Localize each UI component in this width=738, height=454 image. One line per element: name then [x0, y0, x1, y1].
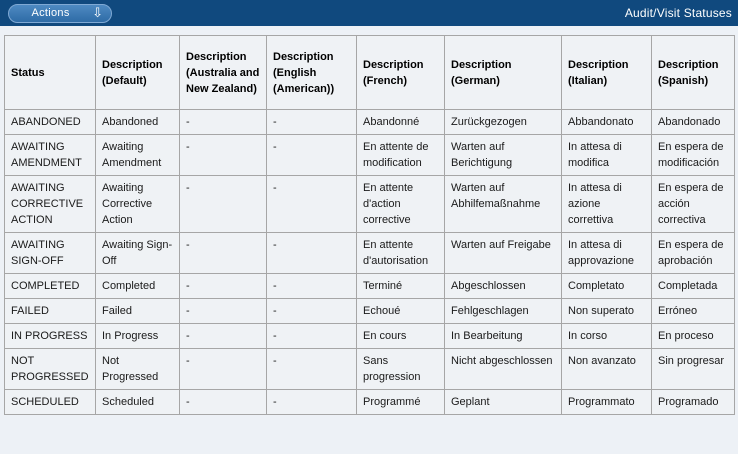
- column-header: Description (Default): [96, 36, 180, 110]
- statuses-table: [4, 35, 735, 415]
- description-cell: Nicht abgeschlossen: [445, 349, 562, 390]
- table-row: [5, 390, 735, 415]
- description-cell: Programado: [652, 390, 735, 415]
- actions-button[interactable]: [8, 4, 112, 23]
- table-row: [5, 299, 735, 324]
- table-body: [5, 110, 735, 415]
- table-row: [5, 233, 735, 274]
- description-cell: -: [180, 324, 267, 349]
- table-row: [5, 176, 735, 233]
- column-header: Description (Italian): [562, 36, 652, 110]
- top-toolbar: [0, 0, 738, 26]
- description-cell: Echoué: [357, 299, 445, 324]
- description-cell: Awaiting Corrective Action: [96, 176, 180, 233]
- description-cell: -: [267, 324, 357, 349]
- table-header: [5, 36, 735, 110]
- status-cell: AWAITING CORRECTIVE ACTION: [5, 176, 96, 233]
- description-cell: En attente d'action corrective: [357, 176, 445, 233]
- description-cell: Abandonado: [652, 110, 735, 135]
- description-cell: -: [267, 299, 357, 324]
- status-cell: COMPLETED: [5, 274, 96, 299]
- description-cell: Programmato: [562, 390, 652, 415]
- column-header: Description (French): [357, 36, 445, 110]
- description-cell: En cours: [357, 324, 445, 349]
- description-cell: Sans progression: [357, 349, 445, 390]
- description-cell: Failed: [96, 299, 180, 324]
- status-cell: IN PROGRESS: [5, 324, 96, 349]
- description-cell: En attente d'autorisation: [357, 233, 445, 274]
- status-cell: ABANDONED: [5, 110, 96, 135]
- actions-button-label: Actions: [31, 7, 70, 19]
- column-header: Description (Australia and New Zealand): [180, 36, 267, 110]
- description-cell: -: [267, 390, 357, 415]
- description-cell: Abgeschlossen: [445, 274, 562, 299]
- description-cell: Warten auf Freigabe: [445, 233, 562, 274]
- description-cell: En proceso: [652, 324, 735, 349]
- description-cell: In corso: [562, 324, 652, 349]
- description-cell: -: [180, 135, 267, 176]
- description-cell: Awaiting Sign-Off: [96, 233, 180, 274]
- description-cell: Abbandonato: [562, 110, 652, 135]
- description-cell: Completato: [562, 274, 652, 299]
- table-row: [5, 349, 735, 390]
- description-cell: Geplant: [445, 390, 562, 415]
- description-cell: Awaiting Amendment: [96, 135, 180, 176]
- description-cell: En espera de modificación: [652, 135, 735, 176]
- description-cell: En attente de modification: [357, 135, 445, 176]
- statuses-table-container: [0, 26, 738, 415]
- description-cell: Erróneo: [652, 299, 735, 324]
- status-cell: AWAITING AMENDMENT: [5, 135, 96, 176]
- dropdown-arrow-icon: ⇩: [92, 5, 103, 21]
- status-cell: AWAITING SIGN-OFF: [5, 233, 96, 274]
- table-row: [5, 274, 735, 299]
- table-row: [5, 135, 735, 176]
- status-cell: NOT PROGRESSED: [5, 349, 96, 390]
- column-header: Description (English (American)): [267, 36, 357, 110]
- table-row: [5, 110, 735, 135]
- description-cell: -: [180, 176, 267, 233]
- description-cell: Scheduled: [96, 390, 180, 415]
- column-header: Description (German): [445, 36, 562, 110]
- description-cell: -: [267, 349, 357, 390]
- description-cell: Zurückgezogen: [445, 110, 562, 135]
- column-header: Status: [5, 36, 96, 110]
- status-cell: FAILED: [5, 299, 96, 324]
- description-cell: Terminé: [357, 274, 445, 299]
- description-cell: -: [180, 233, 267, 274]
- table-header-row: [5, 36, 735, 110]
- description-cell: En espera de aprobación: [652, 233, 735, 274]
- description-cell: Completed: [96, 274, 180, 299]
- description-cell: -: [267, 135, 357, 176]
- description-cell: Non avanzato: [562, 349, 652, 390]
- description-cell: -: [267, 233, 357, 274]
- description-cell: Fehlgeschlagen: [445, 299, 562, 324]
- status-cell: SCHEDULED: [5, 390, 96, 415]
- description-cell: Non superato: [562, 299, 652, 324]
- description-cell: In attesa di modifica: [562, 135, 652, 176]
- table-row: [5, 324, 735, 349]
- description-cell: -: [180, 110, 267, 135]
- description-cell: In Bearbeitung: [445, 324, 562, 349]
- description-cell: In attesa di azione correttiva: [562, 176, 652, 233]
- description-cell: -: [267, 110, 357, 135]
- description-cell: -: [180, 274, 267, 299]
- description-cell: Sin progresar: [652, 349, 735, 390]
- description-cell: Abandoned: [96, 110, 180, 135]
- description-cell: -: [180, 349, 267, 390]
- description-cell: Abandonné: [357, 110, 445, 135]
- description-cell: Warten auf Berichtigung: [445, 135, 562, 176]
- description-cell: Not Progressed: [96, 349, 180, 390]
- description-cell: -: [180, 299, 267, 324]
- description-cell: En espera de acción correctiva: [652, 176, 735, 233]
- description-cell: -: [267, 274, 357, 299]
- description-cell: Completada: [652, 274, 735, 299]
- description-cell: Warten auf Abhilfemaßnahme: [445, 176, 562, 233]
- page-title: Audit/Visit Statuses: [624, 6, 732, 20]
- description-cell: In Progress: [96, 324, 180, 349]
- description-cell: -: [180, 390, 267, 415]
- description-cell: In attesa di approvazione: [562, 233, 652, 274]
- description-cell: Programmé: [357, 390, 445, 415]
- column-header: Description (Spanish): [652, 36, 735, 110]
- description-cell: -: [267, 176, 357, 233]
